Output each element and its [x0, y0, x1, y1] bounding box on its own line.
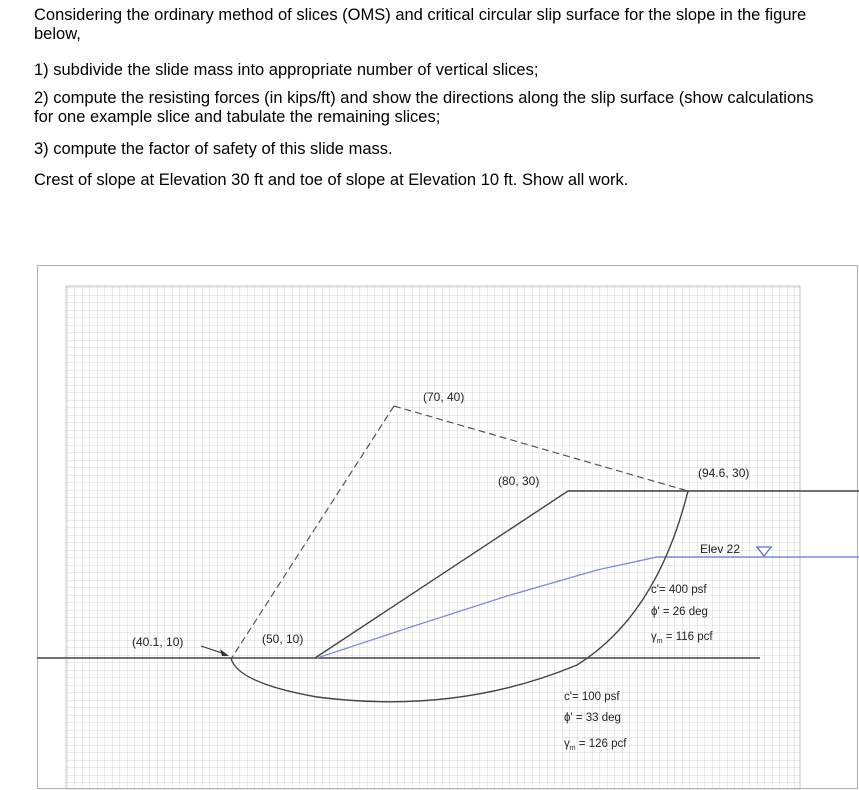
upper-gamma-symbol: γ [651, 631, 657, 643]
lower-gamma-value: = 126 pcf [575, 738, 627, 750]
grid-background [66, 286, 800, 789]
lower-friction: ϕ' = 33 deg [564, 712, 621, 724]
upper-cohesion: c'= 400 psf [651, 584, 707, 596]
upper-gamma-value: = 116 pcf [662, 631, 713, 643]
problem-intro: Considering the ordinary method of slices (OMS) and critical circular slip surface for the slope in the figure below, [34, 6, 807, 43]
problem-crest-note: Crest of slope at Elevation 30 ft and toe of slope at Elevation 10 ft. Show all work. [34, 171, 629, 189]
problem-step-1: 1) subdivide the slide mass into appropriate number of vertical slices; [34, 61, 539, 79]
label-exit-top: (94.6, 30) [698, 466, 750, 480]
label-water-elev: Elev 22 [700, 542, 741, 556]
problem-step-3: 3) compute the factor of safety of this slide mass. [34, 140, 393, 158]
lower-gamma-symbol: γ [564, 738, 570, 750]
label-crest: (80, 30) [498, 474, 540, 488]
label-center: (70, 40) [423, 390, 465, 404]
upper-gamma-sub: m [656, 638, 663, 645]
slope-figure [37, 265, 859, 790]
label-toe: (50, 10) [262, 632, 304, 646]
lower-gamma-sub: m [569, 745, 576, 752]
label-entry: (40.1, 10) [132, 635, 184, 649]
lower-cohesion: c'= 100 psf [564, 691, 620, 703]
upper-friction: ϕ' = 26 deg [651, 606, 708, 618]
problem-step-2: 2) compute the resisting forces (in kips/ft) and show the directions along the slip surface (show calculations for one example slice and tabulate the remaining slices; [34, 89, 814, 126]
